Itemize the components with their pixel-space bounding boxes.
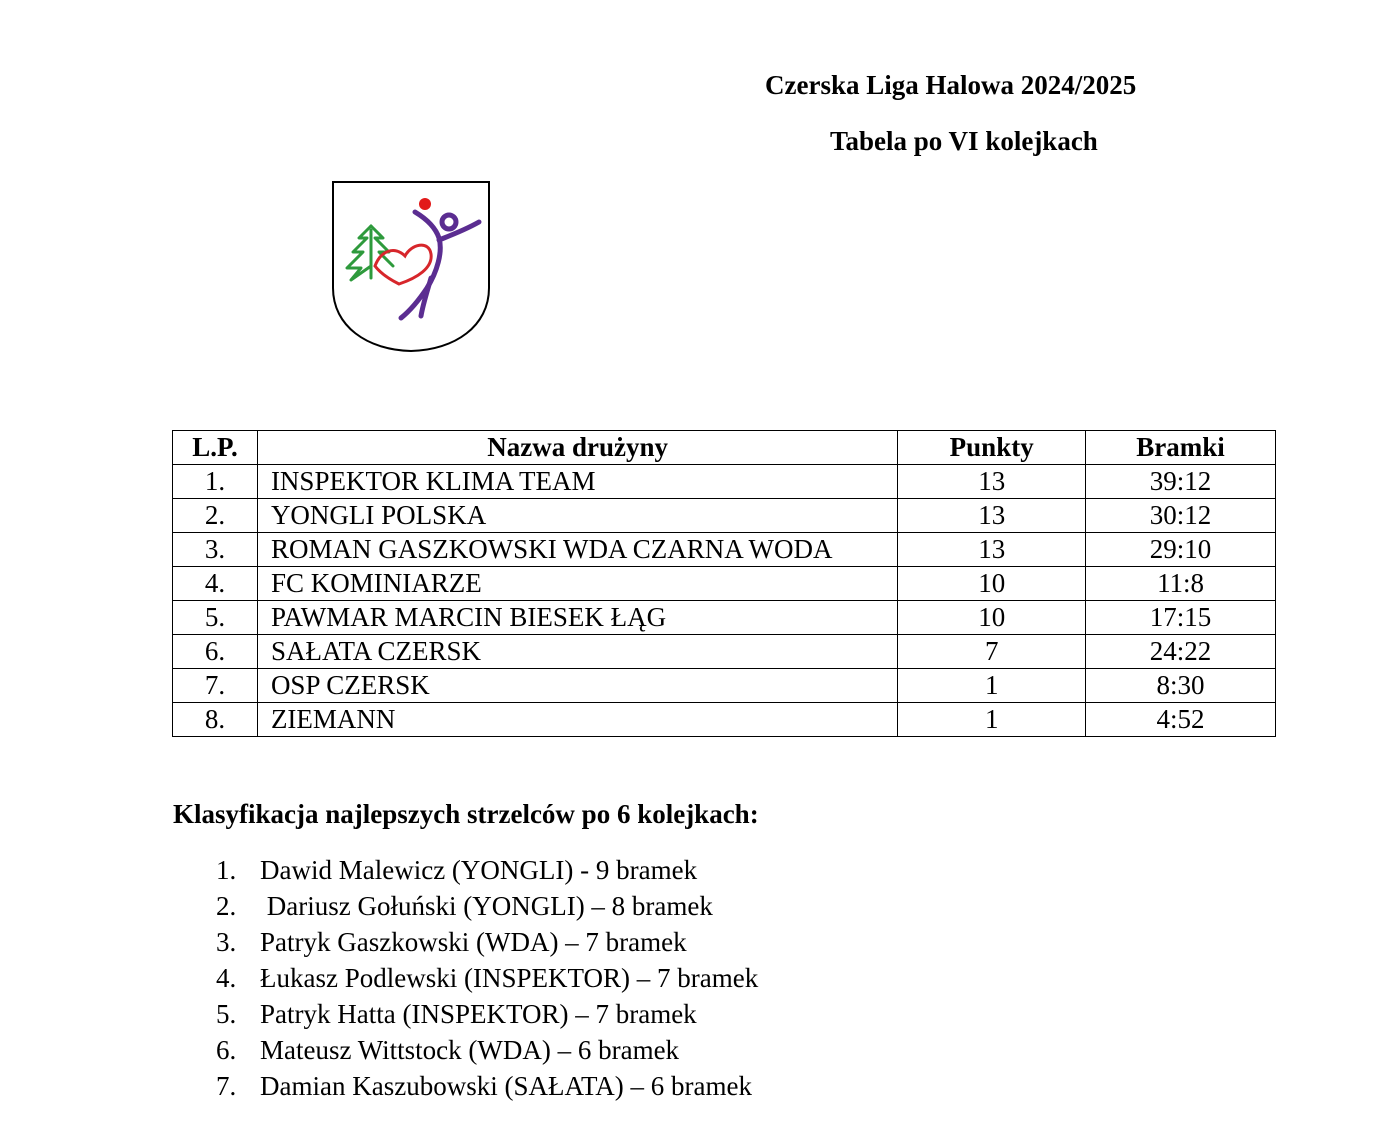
row-team-name: PAWMAR MARCIN BIESEK ŁĄG (257, 601, 897, 635)
czersk-league-crest-icon (331, 180, 493, 354)
row-team-name: OSP CZERSK (257, 669, 897, 703)
standings-table (172, 430, 1276, 737)
row-position: 2. (173, 499, 258, 533)
row-position: 1. (173, 465, 258, 499)
scorer-rank: 4. (216, 963, 237, 993)
row-position: 4. (173, 567, 258, 601)
row-goals: 4:52 (1086, 703, 1276, 737)
row-points: 1 (898, 703, 1086, 737)
table-row (173, 601, 1276, 635)
scorers-list (216, 852, 758, 1104)
row-position: 3. (173, 533, 258, 567)
table-row (173, 465, 1276, 499)
scorer-entry: Damian Kaszubowski (SAŁATA) – 6 bramek (260, 1071, 752, 1101)
scorer-rank: 1. (216, 855, 237, 885)
list-item (216, 924, 758, 960)
table-row (173, 533, 1276, 567)
scorer-rank: 3. (216, 927, 237, 957)
list-item (216, 852, 758, 888)
row-goals: 8:30 (1086, 669, 1276, 703)
scorer-entry: Mateusz Wittstock (WDA) – 6 bramek (260, 1035, 680, 1065)
scorer-entry: Dawid Malewicz (YONGLI) - 9 bramek (260, 855, 698, 885)
row-position: 6. (173, 635, 258, 669)
list-item (216, 996, 758, 1032)
scorer-rank: 2. (216, 891, 237, 921)
scorer-entry: Patryk Hatta (INSPEKTOR) – 7 bramek (260, 999, 697, 1029)
list-item (216, 1032, 758, 1068)
scorer-entry: Łukasz Podlewski (INSPEKTOR) – 7 bramek (260, 963, 759, 993)
scorer-rank: 6. (216, 1035, 237, 1065)
row-points: 7 (898, 635, 1086, 669)
table-row (173, 567, 1276, 601)
document-title: Czerska Liga Halowa 2024/2025 (765, 70, 1137, 100)
header-lp: L.P. (173, 431, 258, 465)
standings-header-row (173, 431, 1276, 465)
scorers-heading: Klasyfikacja najlepszych strzelców po 6 kolejkach: (173, 799, 759, 829)
row-goals: 17:15 (1086, 601, 1276, 635)
table-row (173, 703, 1276, 737)
row-team-name: ROMAN GASZKOWSKI WDA CZARNA WODA (257, 533, 897, 567)
list-item (216, 960, 758, 996)
table-row (173, 635, 1276, 669)
row-points: 13 (898, 499, 1086, 533)
row-goals: 11:8 (1086, 567, 1276, 601)
row-team-name: INSPEKTOR KLIMA TEAM (257, 465, 897, 499)
row-position: 5. (173, 601, 258, 635)
header-team-name: Nazwa drużyny (257, 431, 897, 465)
scorer-entry: Patryk Gaszkowski (WDA) – 7 bramek (260, 927, 687, 957)
header-goals: Bramki (1086, 431, 1276, 465)
row-team-name: ZIEMANN (257, 703, 897, 737)
header-points: Punkty (898, 431, 1086, 465)
row-goals: 24:22 (1086, 635, 1276, 669)
row-goals: 30:12 (1086, 499, 1276, 533)
table-row (173, 499, 1276, 533)
ball-icon (419, 198, 431, 210)
scorer-rank: 5. (216, 999, 237, 1029)
row-points: 13 (898, 465, 1086, 499)
scorer-rank: 7. (216, 1071, 237, 1101)
table-row (173, 669, 1276, 703)
row-team-name: YONGLI POLSKA (257, 499, 897, 533)
row-goals: 29:10 (1086, 533, 1276, 567)
row-points: 10 (898, 567, 1086, 601)
row-team-name: FC KOMINIARZE (257, 567, 897, 601)
row-team-name: SAŁATA CZERSK (257, 635, 897, 669)
row-points: 10 (898, 601, 1086, 635)
list-item (216, 1068, 758, 1104)
scorer-entry: Dariusz Gołuński (YONGLI) – 8 bramek (260, 891, 713, 921)
row-points: 1 (898, 669, 1086, 703)
row-position: 8. (173, 703, 258, 737)
row-position: 7. (173, 669, 258, 703)
row-goals: 39:12 (1086, 465, 1276, 499)
row-points: 13 (898, 533, 1086, 567)
list-item (216, 888, 758, 924)
document-subtitle: Tabela po VI kolejkach (830, 126, 1098, 156)
